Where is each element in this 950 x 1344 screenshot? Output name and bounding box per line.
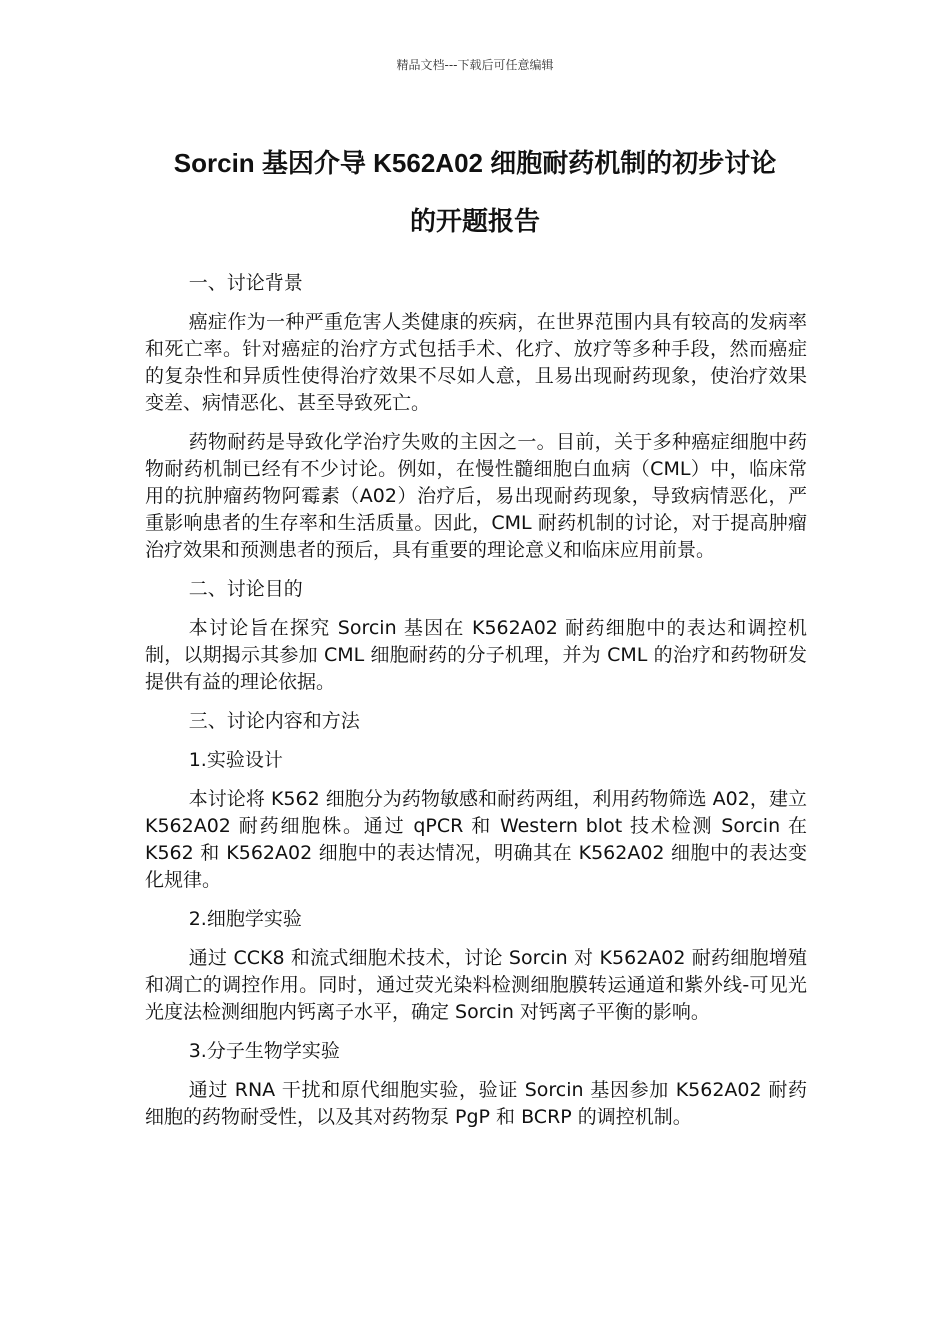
- section-heading-background: 一、讨论背景: [188, 272, 303, 294]
- page-header: 精品文档---下载后可任意编辑: [396, 58, 554, 72]
- subsection-heading-cytology: 2.细胞学实验: [188, 908, 302, 930]
- document-title: [120, 134, 830, 250]
- document-body: [145, 270, 807, 1143]
- paragraph-experiment-design: 本讨论将 K562 细胞分为药物敏感和耐药两组，利用药物筛选 A02，建立 K562A02 耐药细胞株。通过 qPCR 和 Western blot 技术检测 Sorcin 在 K562 和 K562A02 细胞中的表达情况，明确其在 K562A02 细胞中的表达变化规律。: [145, 788, 807, 891]
- section-heading-purpose: 二、讨论目的: [188, 578, 303, 600]
- paragraph-background-1: 癌症作为一种严重危害人类健康的疾病，在世界范围内具有较高的发病率和死亡率。针对癌症的治疗方式包括手术、化疗、放疗等多种手段，然而癌症的复杂性和异质性使得治疗效果不尽如人意，且易出现耐药现象，使治疗效果变差、病情恶化、甚至导致死亡。: [145, 311, 807, 414]
- subsection-heading-experiment-design: 1.实验设计: [188, 749, 283, 771]
- paragraph-background-2: 药物耐药是导致化学治疗失败的主因之一。目前，关于多种癌症细胞中药物耐药机制已经有不少讨论。例如，在慢性髓细胞白血病（CML）中，临床常用的抗肿瘤药物阿霉素（A02）治疗后，易出现耐药现象，导致病情恶化，严重影响患者的生存率和生活质量。因此，CML 耐药机制的讨论，对于提高肿瘤治疗效果和预测患者的预后，具有重要的理论意义和临床应用前景。: [145, 431, 807, 561]
- title-line-2: 的开题报告: [409, 206, 540, 236]
- paragraph-molecular-biology: 通过 RNA 干扰和原代细胞实验，验证 Sorcin 基因参加 K562A02 耐药细胞的药物耐受性，以及其对药物泵 PgP 和 BCRP 的调控机制。: [145, 1079, 807, 1128]
- section-heading-methods: 三、讨论内容和方法: [188, 710, 360, 732]
- paragraph-cytology: 通过 CCK8 和流式细胞术技术，讨论 Sorcin 对 K562A02 耐药细胞增殖和凋亡的调控作用。同时，通过荧光染料检测细胞膜转运通道和紫外线-可见光光度法检测细胞内钙离子水平，确定 Sorcin 对钙离子平衡的影响。: [145, 947, 807, 1023]
- paragraph-purpose: 本讨论旨在探究 Sorcin 基因在 K562A02 耐药细胞中的表达和调控机制，以期揭示其参加 CML 细胞耐药的分子机理，并为 CML 的治疗和药物研发提供有益的理论依据。: [145, 617, 807, 693]
- title-line-1: Sorcin 基因介导 K562A02 细胞耐药机制的初步讨论: [173, 148, 777, 178]
- subsection-heading-molecular-biology: 3.分子生物学实验: [188, 1040, 340, 1062]
